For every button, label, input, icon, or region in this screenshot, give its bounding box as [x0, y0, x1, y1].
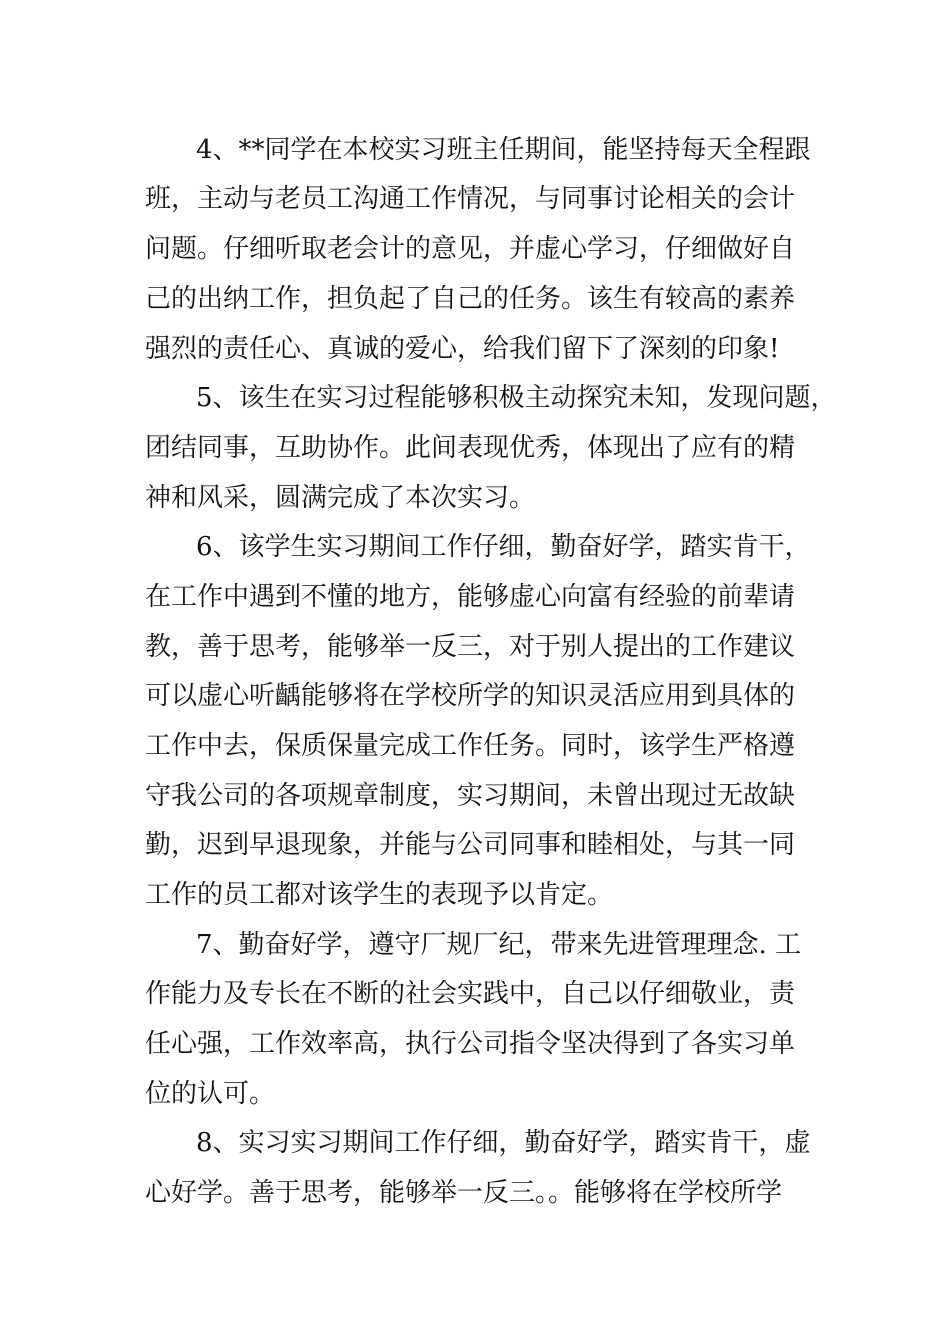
text-line: 班，主动与老员工沟通工作情况，与同事讨论相关的会计 — [145, 184, 796, 214]
text-line: 工作的员工都对该学生的表现予以肯定。 — [145, 880, 614, 910]
text-line: 工作中去，保质保量完成工作任务。同时，该学生严格遵 — [145, 731, 796, 761]
text-line: 问题。仔细听取老会计的意见，并虚心学习，仔细做好自 — [145, 234, 796, 264]
text-line: 任心强，工作效率高，执行公司指令坚决得到了各实习单 — [145, 1029, 796, 1059]
text-line: 守我公司的各项规章制度，实习期间，未曾出现过无故缺 — [145, 781, 796, 811]
text-line: 神和风采，圆满完成了本次实习。 — [145, 483, 536, 513]
text-line: 作能力及专长在不断的社会实践中，自己以仔细敬业，责 — [145, 979, 796, 1009]
text-line: 可以虚心听齲能够将在学校所学的知识灵活应用到具体的 — [145, 681, 796, 711]
text-line: 己的出纳工作，担负起了自己的任务。该生有较高的素养 — [145, 284, 796, 314]
text-line: 7、勤奋好学，遵守厂规厂纪，带来先进管理理念. 工 — [196, 930, 802, 960]
text-line: 位的认可。 — [145, 1079, 276, 1109]
text-line: 团结同事，互助协作。此间表现优秀，体现出了应有的精 — [145, 433, 796, 463]
text-line: 勤，迟到早退现象，并能与公司同事和睦相处，与其一同 — [145, 830, 796, 860]
text-line: 8、实习实习期间工作仔细，勤奋好学，踏实肯干，虚 — [196, 1128, 811, 1158]
text-line: 在工作中遇到不懂的地方，能够虚心向富有经验的前辈请 — [145, 582, 796, 612]
text-line: 教，善于思考，能够举一反三，对于别人提出的工作建议 — [145, 632, 796, 662]
text-line: 6、该学生实习期间工作仔细，勤奋好学，踏实肯干， — [196, 532, 811, 562]
text-line: 5、该生在实习过程能够积极主动探究未知，发现问题， — [196, 383, 837, 413]
text-line: 4、**同学在本校实习班主任期间，能坚持每天全程跟 — [196, 135, 811, 165]
text-line: 强烈的责任心、真诚的爱心，给我们留下了深刻的印象! — [145, 334, 780, 364]
text-line: 心好学。善于思考，能够举一反三。。能够将在学校所学 — [145, 1178, 783, 1208]
